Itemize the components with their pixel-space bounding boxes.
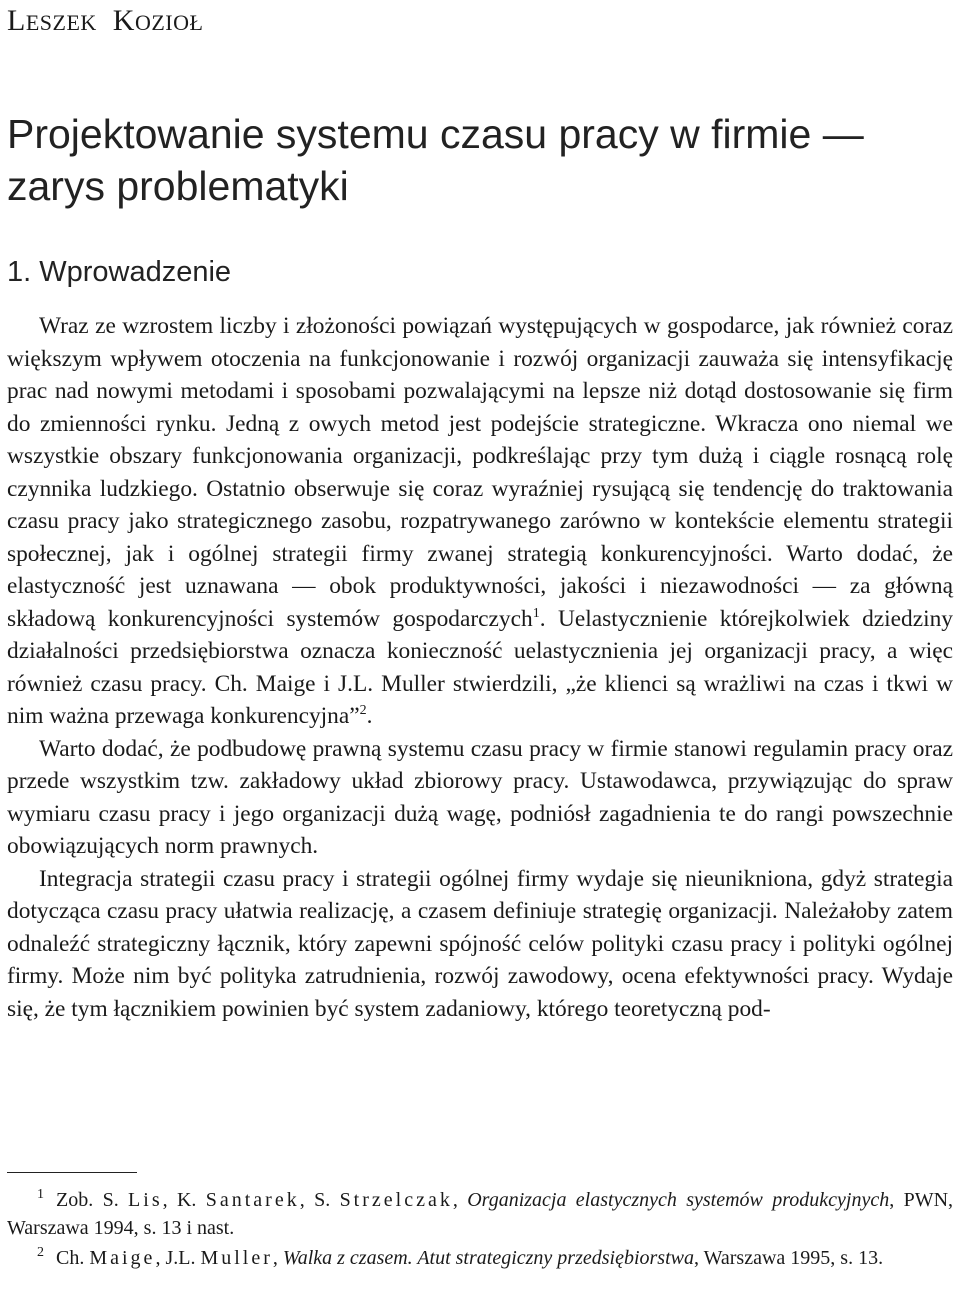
footnote-2-title: Walka z czasem. Atut strategiczny przedsiębiorstwa bbox=[282, 1247, 694, 1269]
footnote-1-text-d: , bbox=[452, 1189, 468, 1211]
footnote-1-text-b: , K. bbox=[162, 1189, 206, 1211]
footnote-2-author-muller: Muller bbox=[200, 1247, 273, 1269]
footnote-1-text-a: Zob. S. bbox=[56, 1189, 129, 1211]
footnote-ref-1[interactable]: 1 bbox=[532, 605, 540, 621]
footnote-2-text-c: , bbox=[272, 1247, 283, 1269]
footnote-divider bbox=[7, 1172, 137, 1173]
footnote-2 bbox=[7, 1244, 953, 1272]
paragraph-1-part-c: . bbox=[366, 703, 373, 729]
paragraph-1-part-a: Wraz ze wzrostem liczby i złożoności powiązań występujących w gospodarce, jak również coraz większym wpływem otoczenia na funkcjonowanie i rozwój organizacji zauważa się intensyfikację prac nad nowymi metodami i sposobami pozwalającymi na lepsze niż dotąd dostosowanie się firm do zmienności rynku. Jedną z owych metod jest podejście strategiczne. Wkracza ono niemal we wszystkie obszary funkcjonowania organizacji, podkreślając przy tym dużą i ciągle rosnącą rolę czynnika ludzkiego. Ostatnio obserwuje się coraz wyraźniej rysującą się tendencję do traktowania czasu pracy jako strategicznego zasobu, rozpatrywanego zarówno w kontekście elementu strategii społecznej, jak i ogólnej strategii firmy zwanej strategią konkurencyjności. Warto dodać, że elastyczność jest uznawana — obok produktywności, jakości i niezawodności — za główną składową konkurencyjności systemów gospodarczych bbox=[7, 313, 953, 632]
footnote-2-number: 2 bbox=[37, 1245, 44, 1261]
paragraph-2: Warto dodać, że podbudowę prawną systemu czasu pracy w firmie stanowi regulamin pracy oraz przede wszystkim tzw. zakładowy układ zbiorowy pracy. Ustawodawca, przywiązując do spraw wymiaru czasu pracy i jego organizacji dużą wagę, podniósł zagadnienia te do rangi powszechnie obowiązujących norm prawnych. bbox=[7, 735, 953, 859]
paragraph-3: Integracja strategii czasu pracy i strategii ogólnej firmy wydaje się nieunikniona, gdyż strategia dotycząca czasu pracy ułatwia realizację, a czasem definiuje strategię organizacji. Należałoby zatem odnaleźć strategiczny łącznik, który zapewni spójność celów polityki czasu pracy i polityki ogólnej firmy. Może nim być polityka zatrudnienia, rozwój zawodowy, ocena efektywności pracy. Wydaje się, że tym łącznikiem powinien być system zadaniowy, którego teoretyczną pod- bbox=[7, 865, 953, 1022]
section-heading: 1. Wprowadzenie bbox=[7, 256, 232, 288]
footnote-1-author-strzelczak: Strzelczak bbox=[339, 1189, 453, 1211]
footnote-ref-2[interactable]: 2 bbox=[359, 703, 367, 719]
author-name bbox=[7, 4, 203, 38]
footnote-1-text-c: , S. bbox=[299, 1189, 340, 1211]
body-text bbox=[7, 310, 953, 1025]
footnote-2-text-b: , J.L. bbox=[155, 1247, 201, 1269]
footnotes bbox=[7, 1186, 953, 1274]
footnote-2-text-d: , Warszawa 1995, s. 13. bbox=[693, 1247, 884, 1269]
footnote-1-text-e: , PWN, Warszawa 1994, s. 13 i nast. bbox=[7, 1189, 954, 1239]
author-last-initial: K bbox=[112, 4, 135, 37]
footnote-1 bbox=[7, 1186, 953, 1242]
author-first-initial: L bbox=[7, 4, 26, 37]
author-last-rest: OZIOŁ bbox=[134, 10, 204, 35]
paragraph-1-part-b: . Uelastycznienie którejkolwiek dziedziny działalności przedsiębiorstwa oznacza konieczność uelastycznienia jej organizacji pracy, a więc również czasu pracy. Ch. Maige i J.L. Muller stwierdzili, „że klienci są wrażliwi na czas i tkwi w nim ważna przewaga konkurencyjna” bbox=[7, 605, 953, 729]
footnote-1-author-santarek: Santarek bbox=[205, 1189, 300, 1211]
footnote-1-number: 1 bbox=[37, 1187, 44, 1203]
footnote-2-text-a: Ch. bbox=[56, 1247, 90, 1269]
footnote-1-author-lis: Lis bbox=[128, 1189, 163, 1211]
paragraph-1 bbox=[7, 310, 953, 733]
article-title: Projektowanie systemu czasu pracy w firmie — zarys problematyki bbox=[7, 111, 864, 209]
footnote-2-author-maige: Maige bbox=[89, 1247, 156, 1269]
author-first-rest: ESZEK bbox=[25, 10, 97, 35]
footnote-1-title: Organizacja elastycznych systemów produkcyjnych bbox=[467, 1189, 890, 1211]
